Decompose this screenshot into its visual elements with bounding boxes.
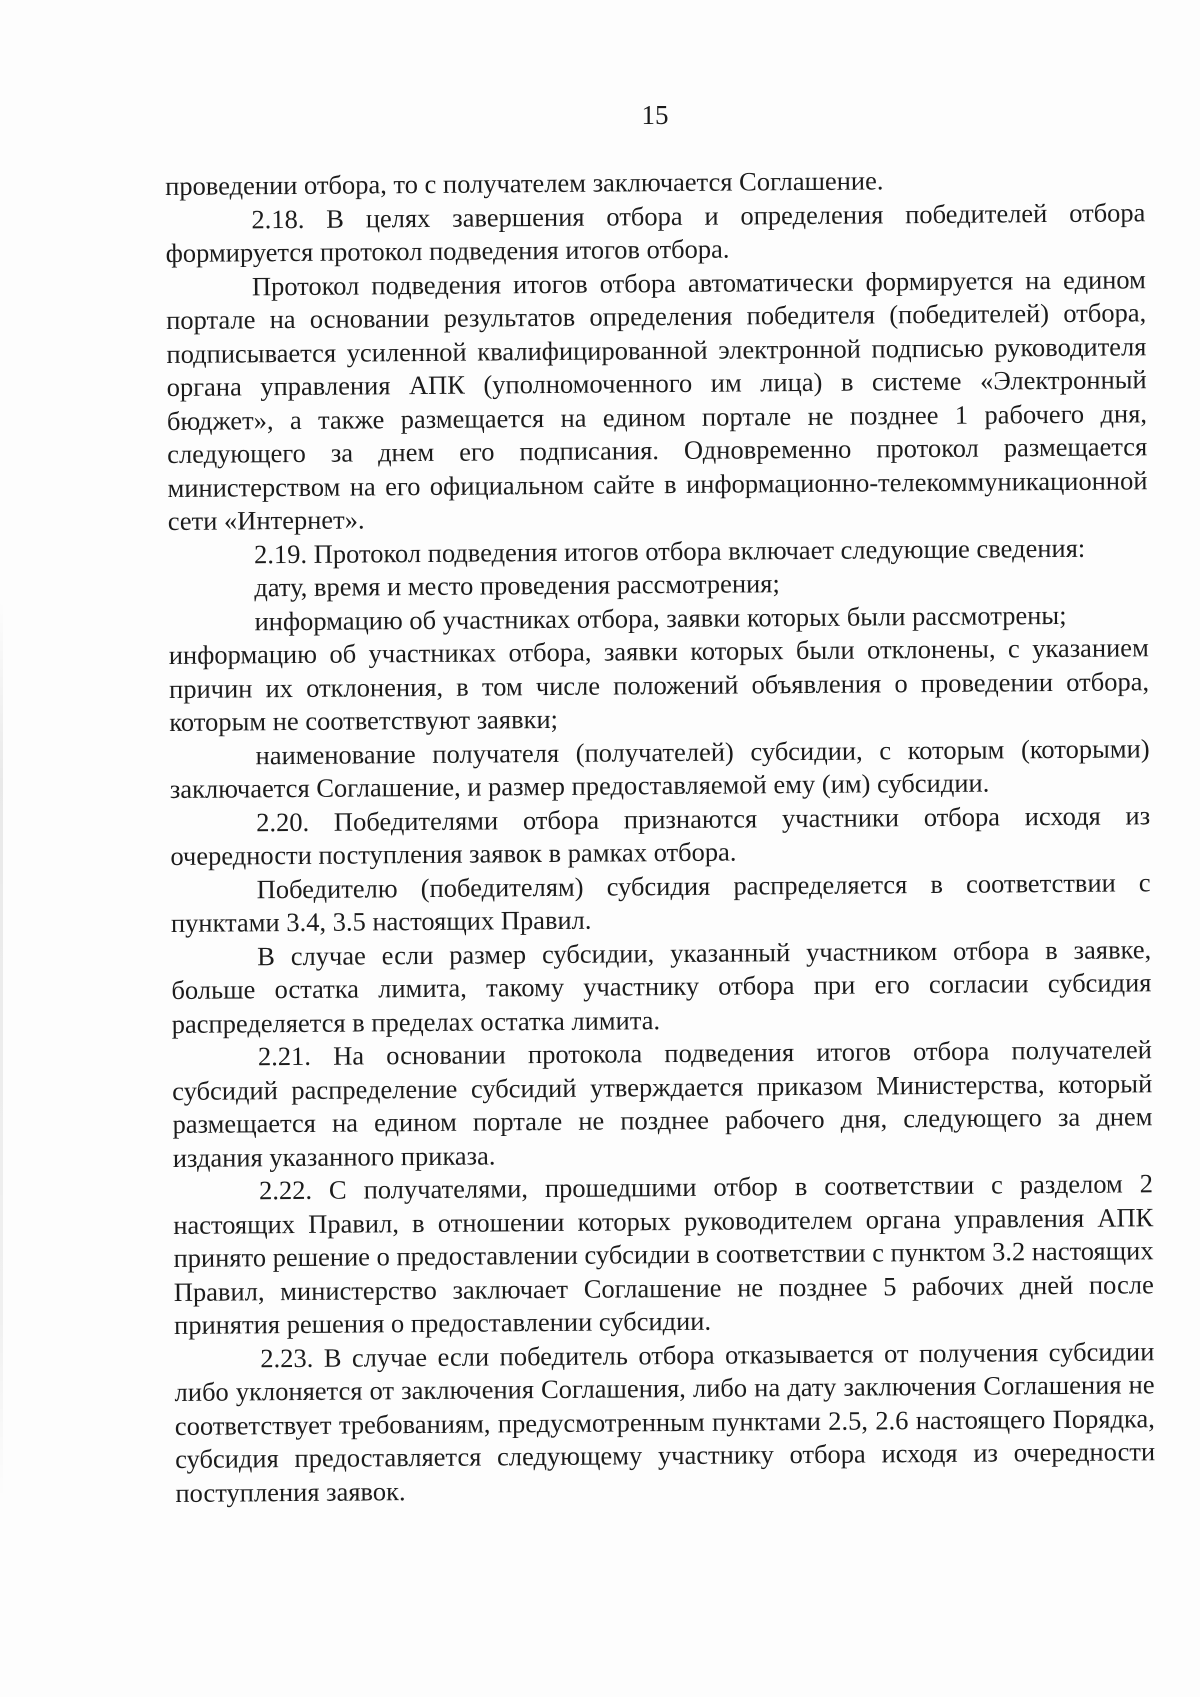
document-body xyxy=(165,162,1155,1510)
paragraph-recipient-name: наименование получателя (получателей) субсидии, с которым (которыми) заключается Соглашение, и размер предоставляемой ему (им) субсидии. xyxy=(169,732,1150,804)
paragraph-2-23: 2.23. В случае если победитель отбора отказывается от получения субсидии либо уклоняется от заключения Соглашения, либо на дату заключения Соглашения не соответствует требованиям, предусмотренным пунктами 2.5, 2.6 настоящего Порядка, субсидия предоставляется следующему участнику отбора исходя из очередности поступления заявок. xyxy=(174,1335,1156,1508)
paragraph-2-18: 2.18. В целях завершения отбора и определения победителей отбора формируется протокол подведения итогов отбора. xyxy=(165,196,1146,268)
paragraph-participants-reviewed: информацию об участниках отбора, заявки которых были рассмотрены; xyxy=(254,599,1067,636)
paragraph-2-19: 2.19. Протокол подведения итогов отбора включает следующие сведения: xyxy=(253,532,1086,569)
paragraph-participants-rejected: информацию об участниках отбора, заявки которых были отклонены, с указанием причин их отклонения, в том числе положений объявления о проведении отбора, которым не соответствуют заявки; xyxy=(168,632,1150,737)
scan-edge-shadow xyxy=(0,600,3,1500)
paragraph-limit-remainder: В случае если размер субсидии, указанный участником отбора в заявке, больше остатка лимита, такому участнику отбора при его согласии субсидия распределяется в пределах остатка лимита. xyxy=(171,933,1152,1039)
paragraph-winner-distribution: Победителю (победителям) субсидия распределяется в соответствии с пунктами 3.4, 3.5 настоящих Правил. xyxy=(170,866,1151,938)
paragraph-2-21: 2.21. На основании протокола подведения итогов отбора получателей субсидий распределение субсидий утверждается приказом Министерства, который размещается на едином портале не позднее рабочего дня, следующего за днем издания указанного приказа. xyxy=(172,1034,1153,1173)
paragraph-2-20: 2.20. Победителями отбора признаются участники отбора исходя из очередности поступления заявок в рамках отбора. xyxy=(170,799,1151,871)
paragraph-date-time-place: дату, время и место проведения рассмотрения; xyxy=(254,568,780,603)
paragraph-continuation: проведении отбора, то с получателем заключается Соглашение. xyxy=(165,165,884,201)
page-number: 15 xyxy=(641,100,669,130)
paragraph-protocol-formation: Протокол подведения итогов отбора автоматически формируется на едином портале на основании результатов определения победителя (победителей) отбора, подписывается усиленной квалифицированной электронной подписью руководителя органа управления АПК (уполномоченного им лица) в системе «Электронный бюджет», а также размещается на едином портале не позднее 1 рабочего дня, следующего за днем его подписания. Одновременно протокол размещается министерством на его официальном сайте в информационно-телекоммуникационной сети «Интернет». xyxy=(166,263,1148,536)
paragraph-2-22: 2.22. С получателями, прошедшими отбор в соответствии с разделом 2 настоящих Правил, в отношении которых руководителем органа управления АПК принято решение о предоставлении субсидии в соответствии с пунктом 3.2 настоящих Правил, министерство заключает Соглашение не позднее 5 рабочих дней после принятия решения о предоставлении субсидии. xyxy=(173,1168,1154,1340)
